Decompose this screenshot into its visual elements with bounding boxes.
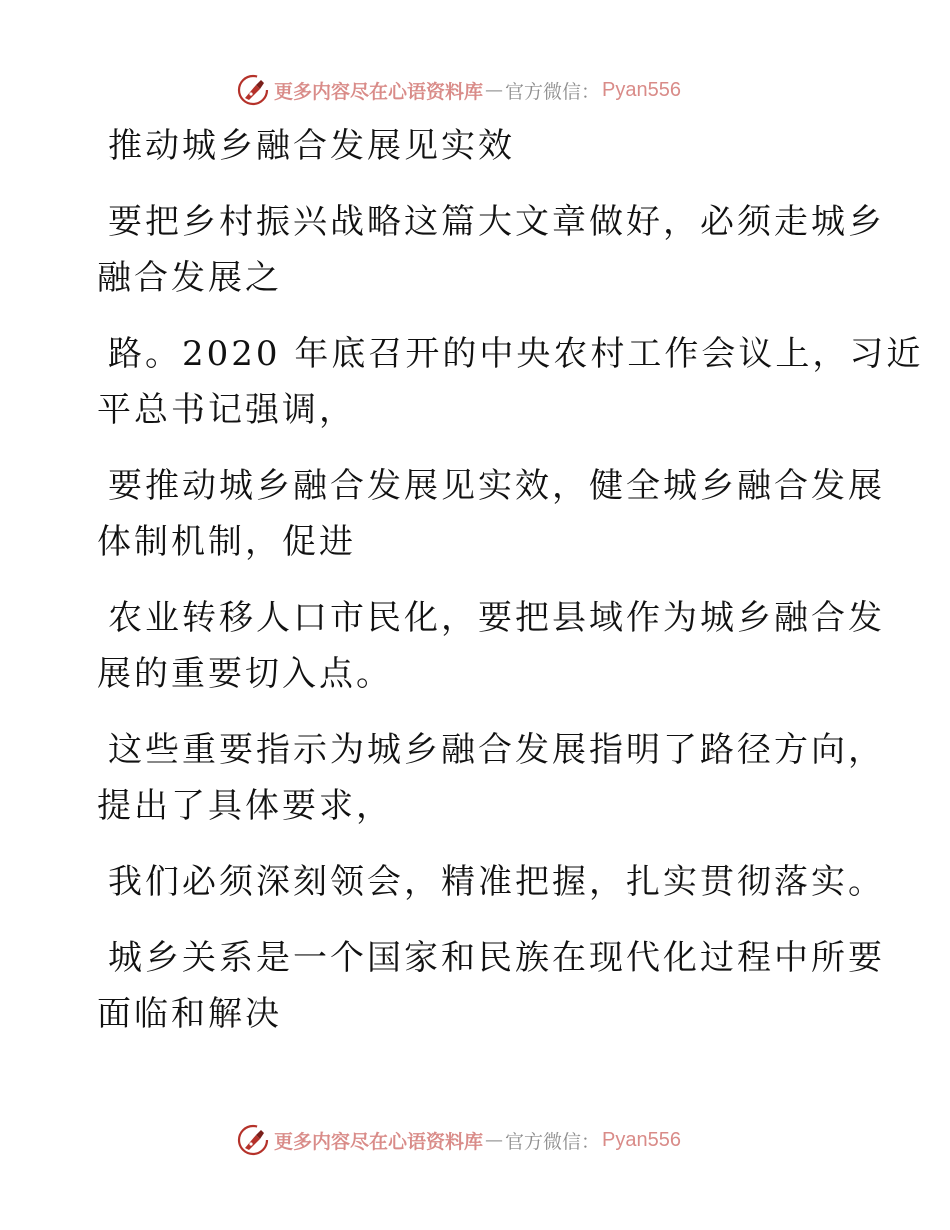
banner-account: Pyan556 [602,1128,681,1151]
paragraph-2 [97,326,924,438]
banner-separator: — [485,79,504,101]
paragraph-line: 路。2020 年底召开的中央农村工作会议上，习近 [108,334,924,374]
footer-watermark [236,1122,681,1158]
paragraph-1 [97,194,885,306]
document-body [97,118,924,1042]
paragraph-line: 我们必须深刻领会，精准把握，扎实贯彻落实。 [108,862,885,902]
pen-nib-logo-icon [236,73,270,107]
paragraph-line: 展的重要切入点。 [97,654,393,694]
paragraph-7 [97,930,885,1042]
header-watermark [236,72,681,108]
paragraph-line: 农业转移人口市民化，要把县域作为城乡融合发 [108,598,885,638]
banner-separator: — [485,1129,504,1151]
paragraph-line: 这些重要指示为城乡融合发展指明了路径方向， [108,730,885,770]
banner-label: 官方微信： [505,1130,601,1153]
paragraph-line: 要推动城乡融合发展见实效，健全城乡融合发展 [108,466,885,506]
paragraph-6 [97,854,885,910]
paragraph-5 [97,722,885,834]
banner-site-text: 更多内容尽在心语资料库 [274,80,484,103]
paragraph-4 [97,590,885,702]
banner-account: Pyan556 [602,78,681,101]
banner-site-text: 更多内容尽在心语资料库 [274,1130,484,1153]
paragraph-3 [97,458,885,570]
paragraph-line: 城乡关系是一个国家和民族在现代化过程中所要 [108,938,885,978]
pen-nib-logo-icon [236,1123,270,1157]
paragraph-line: 面临和解决 [97,994,282,1034]
paragraph-line: 要把乡村振兴战略这篇大文章做好，必须走城乡 [108,202,885,242]
paragraph-line: 平总书记强调， [97,390,356,430]
paragraph-line: 融合发展之 [97,258,282,298]
document-title: 推动城乡融合发展见实效 [108,126,515,166]
banner-label: 官方微信： [505,80,601,103]
paragraph-line: 体制机制，促进 [97,522,356,562]
paragraph-line: 提出了具体要求， [97,786,393,826]
